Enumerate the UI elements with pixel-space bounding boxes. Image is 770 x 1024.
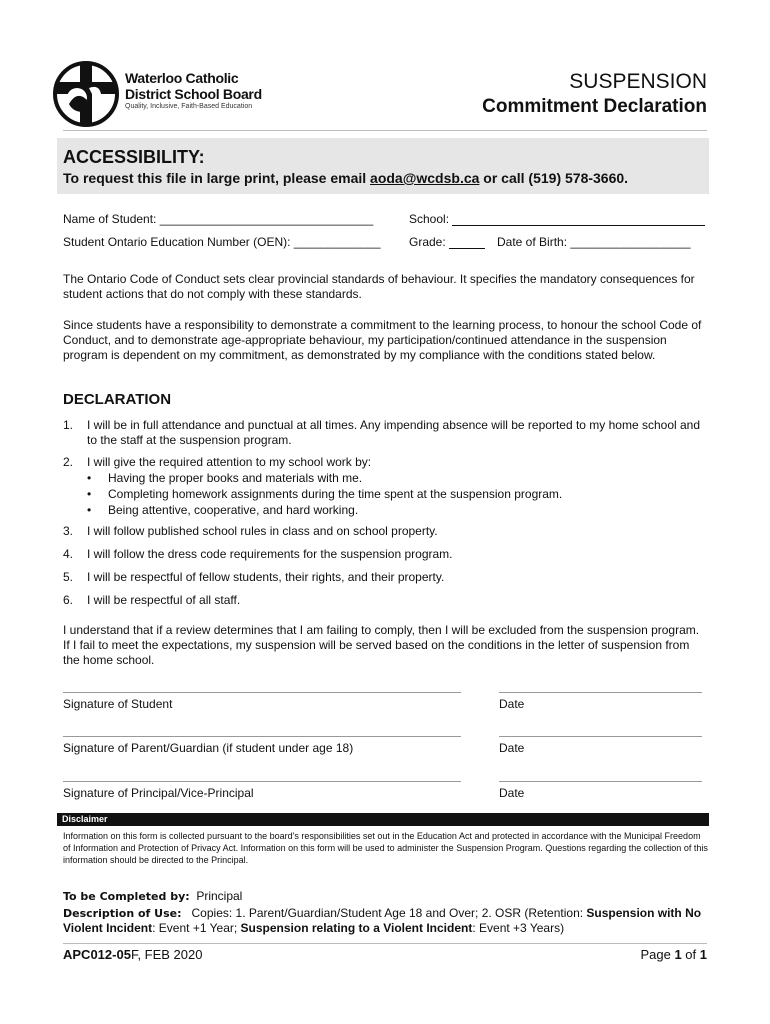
- oen-field[interactable]: [63, 235, 381, 249]
- closing-paragraph: I understand that if a review determines that I am failing to comply, then I will be excluded from the suspension program. If I fail to meet the expectations, my suspension will be served based on the conditions in the letter of suspension from the home school.: [63, 623, 700, 667]
- use-retention-1-value: : Event +1 Year;: [152, 921, 241, 935]
- disclaimer-heading: Disclaimer: [62, 814, 108, 824]
- org-tagline: Quality, Inclusive, Faith-Based Education: [125, 103, 253, 110]
- form-subtitle: Commitment Declaration: [482, 96, 707, 117]
- page-number: [640, 947, 707, 962]
- description-of-use-row: [63, 906, 708, 936]
- school-blank[interactable]: [452, 213, 705, 226]
- bullet-text: Having the proper books and materials with me.: [108, 471, 363, 485]
- item-number: 6.: [63, 593, 74, 607]
- page-current: 1: [674, 947, 682, 962]
- form-code-date: F, FEB 2020: [130, 947, 203, 962]
- student-signature-label: Signature of Student: [63, 697, 173, 711]
- item-text: I will be respectful of fellow students, their rights, and their property.: [87, 570, 445, 584]
- completed-by-value: Principal: [196, 889, 243, 903]
- completed-by-row: [63, 889, 242, 903]
- grade-label: Grade:: [409, 235, 446, 249]
- accessibility-box: [57, 138, 709, 194]
- form-code-number: APC012-05: [63, 947, 131, 962]
- declaration-item: [63, 570, 708, 585]
- accessibility-text-end: or call (519) 578-3660.: [479, 170, 629, 186]
- oen-blank[interactable]: _____________: [293, 235, 381, 249]
- student-date-label: Date: [499, 697, 525, 711]
- student-name-blank[interactable]: ________________________________: [159, 212, 374, 226]
- form-title: SUSPENSION: [569, 70, 707, 93]
- principal-signature-line[interactable]: [63, 781, 461, 782]
- grade-blank[interactable]: [449, 236, 485, 249]
- item-number: 4.: [63, 547, 74, 561]
- declaration-heading: DECLARATION: [63, 391, 172, 408]
- declaration-item: [63, 593, 708, 608]
- school-field[interactable]: [409, 212, 705, 226]
- use-retention-1: Suspension with No Violent Incident: [63, 906, 702, 935]
- accessibility-heading: ACCESSIBILITY:: [63, 147, 205, 167]
- org-name-line1: Waterloo Catholic: [125, 70, 239, 86]
- student-date-line[interactable]: [499, 692, 702, 693]
- bullet-icon: •: [87, 471, 92, 485]
- dob-blank[interactable]: __________________: [570, 235, 691, 249]
- header-divider: [63, 130, 707, 131]
- item-number: 5.: [63, 570, 74, 584]
- description-of-use-label: Description of Use:: [63, 907, 182, 920]
- bullet-text: Completing homework assignments during the time spent at the suspension program.: [108, 487, 563, 501]
- bullet-icon: •: [87, 503, 92, 517]
- accessibility-text: [63, 170, 628, 186]
- student-name-field[interactable]: [63, 212, 373, 226]
- item-number: 3.: [63, 524, 74, 538]
- disclaimer-text: Information on this form is collected pursuant to the board's responsibilities set out in the Education Act and protected in accordance with the Municipal Freedom of Information and Protection of Privacy Act. Information on this form will be used to administer the Suspension Program. Questions regarding the collection of this information should be directed to the Principal.: [63, 831, 708, 865]
- parent-signature-line[interactable]: [63, 736, 461, 737]
- intro-paragraph-1: The Ontario Code of Conduct sets clear provincial standards of behaviour. It specifies the mandatory consequences for student actions that do not comply with these standards.: [63, 272, 695, 301]
- declaration-item: [63, 547, 708, 562]
- use-copies-text: Copies: 1. Parent/Guardian/Student Age 18 and Over; 2. OSR (Retention:: [191, 906, 587, 920]
- bullet-text: Being attentive, cooperative, and hard working.: [108, 503, 359, 517]
- intro-paragraph-2: Since students have a responsibility to demonstrate a commitment to the learning process, to honour the school Code of Conduct, and to demonstrate age-appropriate behaviour, my participation/continued attendance in the suspension program is dependent on my commitment, as demonstrated by my compliance with the conditions stated below.: [63, 318, 702, 362]
- student-signature-line[interactable]: [63, 692, 461, 693]
- item-text: I will give the required attention to my school work by:: [87, 455, 372, 469]
- cross-circle-logo-icon: [53, 60, 119, 128]
- principal-date-line[interactable]: [499, 781, 702, 782]
- dob-label: Date of Birth:: [497, 235, 568, 249]
- item-text: I will follow published school rules in class and on school property.: [87, 524, 438, 538]
- completed-by-label: To be Completed by:: [63, 890, 190, 903]
- student-name-label: Name of Student:: [63, 212, 157, 226]
- declaration-item: [63, 418, 708, 448]
- principal-date-label: Date: [499, 786, 525, 800]
- board-logo: [53, 60, 303, 128]
- page-total: 1: [699, 947, 707, 962]
- school-label: School:: [409, 212, 450, 226]
- item-text: I will be in full attendance and punctual at all times. Any impending absence will be reported to my home school and to the staff at the suspension program.: [87, 418, 701, 447]
- form-code: [63, 947, 202, 962]
- item-number: 1.: [63, 418, 74, 432]
- item-text: I will follow the dress code requirements for the suspension program.: [87, 547, 453, 561]
- item-number: 2.: [63, 455, 74, 469]
- item-text: I will be respectful of all staff.: [87, 593, 241, 607]
- grade-field[interactable]: [409, 235, 485, 249]
- page-prefix: Page: [640, 947, 675, 962]
- declaration-item: [63, 455, 708, 470]
- use-retention-2: Suspension relating to a Violent Incident: [240, 921, 473, 935]
- parent-date-label: Date: [499, 741, 525, 755]
- parent-signature-label: Signature of Parent/Guardian (if student under age 18): [63, 741, 354, 755]
- page-of: of: [681, 947, 700, 962]
- bullet-icon: •: [87, 487, 92, 501]
- disclaimer-bar: [57, 813, 709, 826]
- parent-date-line[interactable]: [499, 736, 702, 737]
- use-retention-2-value: : Event +3 Years): [472, 921, 565, 935]
- oen-label: Student Ontario Education Number (OEN):: [63, 235, 291, 249]
- org-name-line2: District School Board: [125, 86, 262, 102]
- footer-divider: [63, 943, 707, 944]
- principal-signature-label: Signature of Principal/Vice-Principal: [63, 786, 254, 800]
- declaration-item: [63, 524, 708, 539]
- accessibility-email-link[interactable]: aoda@wcdsb.ca: [370, 170, 480, 186]
- accessibility-text-start: To request this file in large print, please email: [63, 170, 371, 186]
- dob-field[interactable]: [497, 235, 691, 249]
